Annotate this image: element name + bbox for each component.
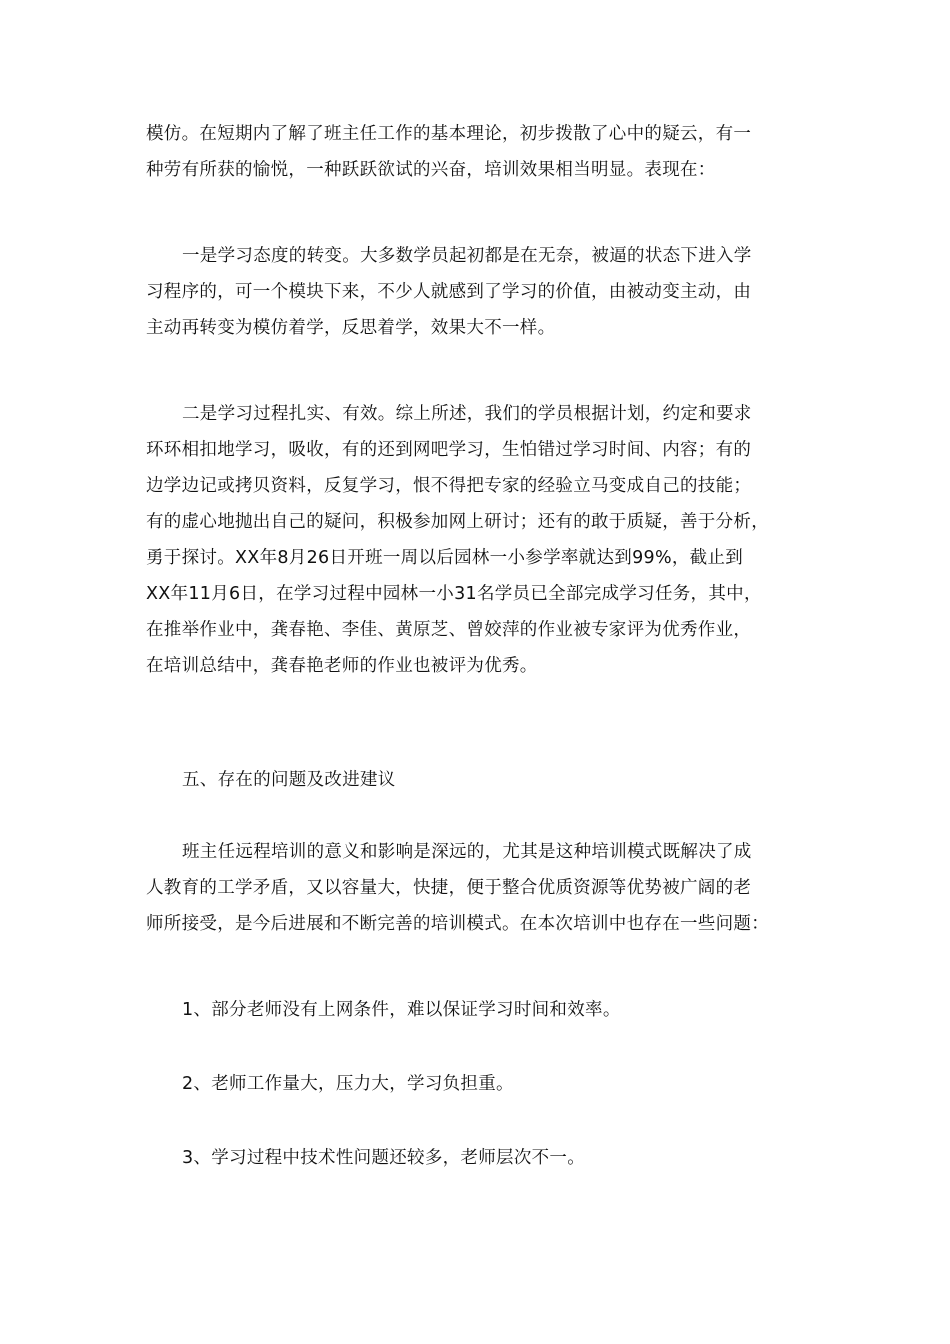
text-line: 一是学习态度的转变。大多数学员起初都是在无奈，被逼的状态下进入学	[182, 246, 752, 266]
text-line: 在推举作业中，龚春艳、李佳、黄原芝、曾姣萍的作业被专家评为优秀作业，	[146, 620, 752, 640]
paragraph-intro	[146, 116, 806, 188]
text-line: 习程序的，可一个模块下来，不少人就感到了学习的价值，由被动变主动，由	[146, 282, 752, 302]
paragraph-significance	[146, 834, 806, 942]
text-line: 模仿。在短期内了解了班主任工作的基本理论，初步拨散了心中的疑云，有一	[146, 124, 752, 144]
paragraph-process	[146, 396, 806, 684]
text-line: 师所接受，是今后进展和不断完善的培训模式。在本次培训中也存在一些问题：	[146, 914, 769, 934]
list-item-2	[146, 1066, 806, 1102]
text-line: 3、学习过程中技术性问题还较多，老师层次不一。	[182, 1148, 586, 1168]
text-line: 勇于探讨。XX年8月26日开班一周以后园林一小参学率就达到99%，截止到	[146, 548, 744, 568]
text-line: 边学边记或拷贝资料，反复学习，恨不得把专家的经验立马变成自己的技能；	[146, 476, 752, 496]
list-item-3	[146, 1140, 806, 1176]
text-line: 人教育的工学矛盾，又以容量大，快捷，便于整合优质资源等优势被广阔的老	[146, 878, 752, 898]
text-line: 种劳有所获的愉悦，一种跃跃欲试的兴奋，培训效果相当明显。表现在：	[146, 160, 716, 180]
text-line: 2、老师工作量大，压力大，学习负担重。	[182, 1074, 514, 1094]
text-line: 二是学习过程扎实、有效。综上所述，我们的学员根据计划，约定和要求	[182, 404, 752, 424]
heading-line: 五、存在的问题及改进建议	[182, 770, 396, 790]
section-heading	[146, 762, 806, 798]
paragraph-attitude	[146, 238, 806, 346]
list-item-1	[146, 992, 806, 1028]
text-line: 主动再转变为模仿着学，反思着学，效果大不一样。	[146, 318, 556, 338]
text-line: 在培训总结中，龚春艳老师的作业也被评为优秀。	[146, 656, 538, 676]
text-line: 环环相扣地学习，吸收，有的还到网吧学习，生怕错过学习时间、内容；有的	[146, 440, 752, 460]
text-line: XX年11月6日，在学习过程中园林一小31名学员已全部完成学习任务，其中，	[146, 584, 762, 604]
text-line: 班主任远程培训的意义和影响是深远的，尤其是这种培训模式既解决了成	[182, 842, 752, 862]
text-line: 1、部分老师没有上网条件，难以保证学习时间和效率。	[182, 1000, 621, 1020]
text-line: 有的虚心地抛出自己的疑问，积极参加网上研讨；还有的敢于质疑，善于分析，	[146, 512, 769, 532]
